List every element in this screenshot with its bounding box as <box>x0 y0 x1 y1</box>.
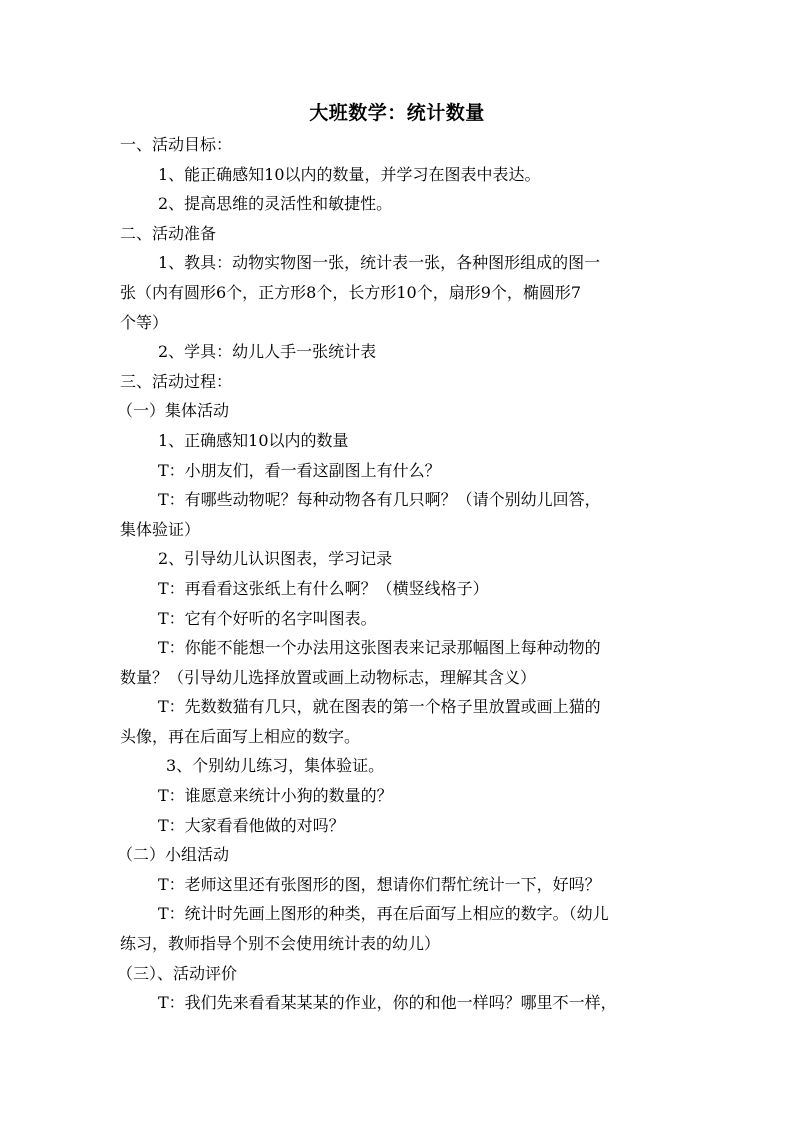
text-line: 3、个别幼儿练习，集体验证。 <box>166 756 385 776</box>
text-line: （一）集体活动 <box>117 401 230 421</box>
document-body <box>117 130 680 1018</box>
text-line: 头像，再在后面写上相应的数字。 <box>120 726 361 746</box>
text-line: 练习，教师指导个别不会使用统计表的幼儿） <box>120 934 441 954</box>
text-line: 2、提高思维的灵活性和敏捷性。 <box>158 194 393 214</box>
text-line: T：统计时先画上图形的种类，再在后面写上相应的数字。（幼儿 <box>158 904 609 924</box>
text-line: T：谁愿意来统计小狗的数量的？ <box>158 786 393 806</box>
document-title: 大班数学：统计数量 <box>309 102 485 124</box>
text-line: 二、活动准备 <box>120 223 217 243</box>
text-line: 1、能正确感知10以内的数量，并学习在图表中表达。 <box>158 164 541 184</box>
text-line: T：老师这里还有张图形的图，想请你们帮忙统计一下，好吗？ <box>158 874 601 894</box>
text-line: 1、正确感知10以内的数量 <box>158 430 349 450</box>
text-line: 1、教具：动物实物图一张，统计表一张，各种图形组成的图一 <box>158 253 601 273</box>
text-line: 一、活动目标： <box>120 135 233 154</box>
text-line: 张（内有圆形6个，正方形8个，长方形10个，扇形9个，椭圆形7 <box>120 282 582 302</box>
text-line: 2、学具：幼儿人手一张统计表 <box>158 342 377 362</box>
text-line: 集体验证） <box>120 519 201 539</box>
text-line: T：小朋友们，看一看这副图上有什么？ <box>158 460 441 480</box>
text-line: T：再看看这张纸上有什么啊？（横竖线格子） <box>158 578 489 598</box>
text-line: 三、活动过程： <box>120 371 233 391</box>
text-line: （三）、活动评价 <box>117 963 238 983</box>
text-line: T：你能不能想一个办法用这张图表来记录那幅图上每种动物的 <box>158 638 601 658</box>
text-line: （二）小组活动 <box>117 845 230 865</box>
text-line: 个等） <box>120 312 169 332</box>
text-line: T：大家看看他做的对吗？ <box>158 815 345 835</box>
text-line: T：有哪些动物呢？每种动物各有几只啊？（请个别幼儿回答， <box>158 490 601 510</box>
text-line: T：它有个好听的名字叫图表。 <box>158 608 377 628</box>
text-line: 2、引导幼儿认识图表，学习记录 <box>158 549 393 569</box>
text-line: T：先数数猫有几只，就在图表的第一个格子里放置或画上猫的 <box>158 697 601 717</box>
text-line: T：我们先来看看某某某的作业，你的和他一样吗？哪里不一样， <box>158 993 617 1013</box>
text-line: 数量？（引导幼儿选择放置或画上动物标志，理解其含义） <box>120 667 537 687</box>
